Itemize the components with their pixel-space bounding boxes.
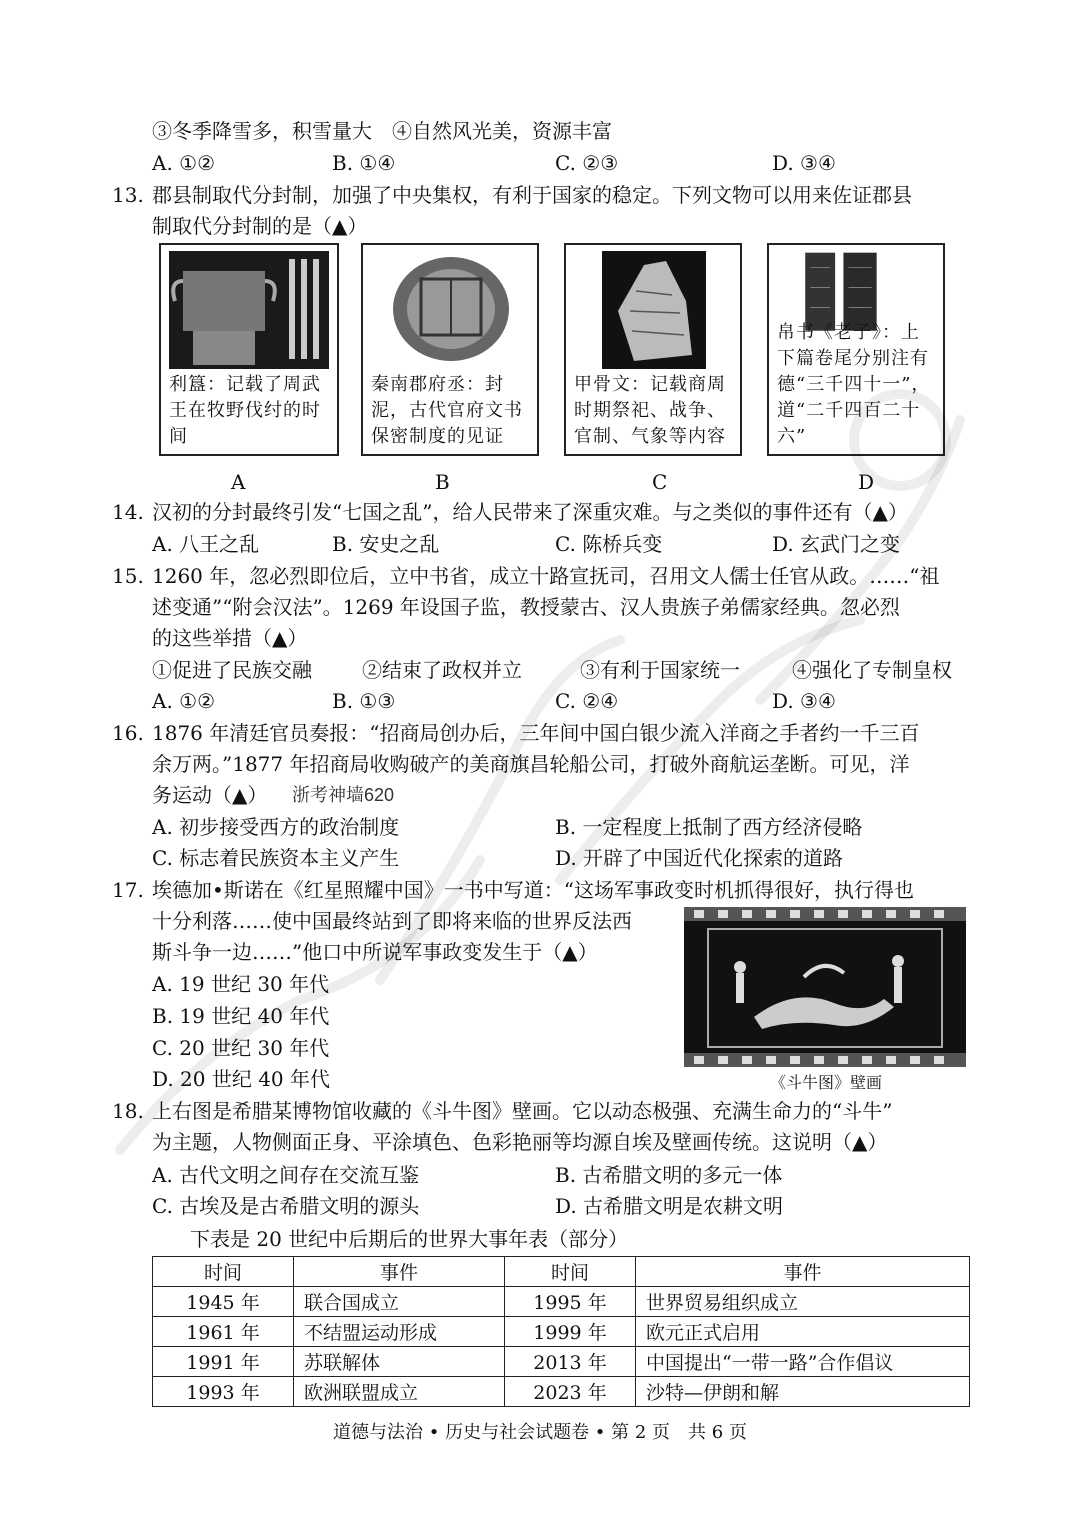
option-d: D. 古希腊文明是农耕文明 [555,1194,784,1218]
artifact-letter: B [435,470,450,494]
option-a: A. 古代文明之间存在交流互鉴 [152,1163,420,1187]
artifact-letter: A [231,470,246,494]
artifact-card-c [564,243,742,456]
year-cell: 1991 年 [153,1347,294,1377]
event-cell: 欧洲联盟成立 [294,1377,505,1407]
question-text: 斯斗争一边……”他口中所说军事政变发生于（▲） [152,940,598,964]
statement-item: ①促进了民族交融 [152,658,312,682]
stamp-text: 浙考神墙620 [292,785,395,805]
statement-item: ②结束了政权并立 [362,658,522,682]
artifact-card-d [767,243,945,456]
question-text: 为主题，人物侧面正身、平涂填色、色彩艳丽等均源自埃及壁画传统。这说明（▲） [152,1130,888,1154]
statement-item: ③有利于国家统一 [580,658,740,682]
event-cell: 沙特—伊朗和解 [636,1377,970,1407]
question-text: 郡县制取代分封制，加强了中央集权，有利于国家的稳定。下列文物可以用来佐证郡县 [152,183,912,207]
table-row [153,1317,970,1347]
year-cell: 1945 年 [153,1287,294,1317]
option-a: A. 初步接受西方的政治制度 [152,815,400,839]
option-b: B. ①④ [332,151,396,175]
artifact-caption: 利簋：记载了周武王在牧野伐纣的时间 [169,374,321,447]
event-cell: 中国提出“一带一路”合作倡议 [636,1347,970,1377]
year-cell: 1993 年 [153,1377,294,1407]
question-text: 十分利落……使中国最终站到了即将来临的世界反法西 [152,909,632,933]
question-number: 18. [112,1099,144,1123]
question-number: 13. [112,183,144,207]
event-cell: 苏联解体 [294,1347,505,1377]
question-text: 上右图是希腊某博物馆收藏的《斗牛图》壁画。它以动态极强、充满生命力的“斗牛” [152,1099,893,1123]
option-a: A. ①② [152,689,216,713]
question-text: 1876 年清廷官员奏报：“招商局创办后，三年间中国白银少流入洋商之手者约一千三百 [152,721,920,745]
option-d: D. 开辟了中国近代化探索的道路 [555,846,844,870]
events-table [152,1256,970,1407]
artifact-caption: 帛书《老子》：上下篇卷尾分别注有德“三千四十一”，道“二千四百二十六” [777,322,931,447]
question-text: 汉初的分封最终引发“七国之乱”，给人民带来了深重灾难。与之类似的事件还有（▲） [152,500,908,524]
oracle-bone-image [574,251,734,369]
header-cell: 时间 [153,1257,294,1287]
option-b: B. ①③ [332,689,396,713]
question-text: 的这些举措（▲） [152,626,308,650]
question-number: 16. [112,721,144,745]
question-text: 制取代分封制的是（▲） [152,214,368,238]
table-row [153,1377,970,1407]
question-text: 1260 年，忽必烈即位后，立中书省，成立十路宣抚司，召用文人儒士任官从政。……“祖 [152,564,940,588]
table-row [153,1287,970,1317]
option-b: B. 古希腊文明的多元一体 [555,1163,783,1187]
event-cell: 不结盟运动形成 [294,1317,505,1347]
option-d: D. 20 世纪 40 年代 [152,1067,331,1091]
option-c: C. ②③ [555,151,619,175]
header-cell: 事件 [294,1257,505,1287]
option-c: C. ②④ [555,689,619,713]
page-footer: 道德与法治 • 历史与社会试题卷 • 第 2 页 共 6 页 [333,1422,747,1443]
event-cell: 联合国成立 [294,1287,505,1317]
option-a: A. 八王之乱 [152,532,260,556]
image-caption: 《斗牛图》壁画 [770,1073,883,1092]
header-cell: 时间 [505,1257,636,1287]
question-number: 14. [112,500,144,524]
option-c: C. 陈桥兵变 [555,532,663,556]
artifact-card-b [361,243,539,456]
option-b: B. 一定程度上抵制了西方经济侵略 [555,815,863,839]
year-cell: 2013 年 [505,1347,636,1377]
bronze-vessel-image [169,251,329,369]
option-d: D. 玄武门之变 [772,532,901,556]
artifact-caption: 秦南郡府丞：封泥，古代官府文书保密制度的见证 [371,374,523,447]
year-cell: 2023 年 [505,1377,636,1407]
option-c: C. 标志着民族资本主义产生 [152,846,400,870]
question-text: 埃德加•斯诺在《红星照耀中国》一书中写道：“这场军事政变时机抓得很好，执行得也 [152,878,915,902]
question-text: 余万两。”1877 年招商局收购破产的美商旗昌轮船公司，打破外商航运垄断。可见，洋 [152,752,910,776]
question-number: 15. [112,564,144,588]
question-text: 务运动（▲） [152,783,268,807]
event-cell: 世界贸易组织成立 [636,1287,970,1317]
bull-leaping-fresco-image [684,907,966,1067]
question-number: 17. [112,878,144,902]
clay-seal-image [371,251,531,369]
option-a: A. ①② [152,151,216,175]
option-b: B. 19 世纪 40 年代 [152,1004,330,1028]
option-a: A. 19 世纪 30 年代 [152,972,330,996]
option-d: D. ③④ [772,689,836,713]
header-cell: 事件 [636,1257,970,1287]
artifact-letter: C [652,470,668,494]
table-header-row [153,1257,970,1287]
item-line: ③冬季降雪多，积雪量大 ④自然风光美，资源丰富 [152,119,612,143]
question-text: 述变通”“附会汉法”。1269 年设国子监，教授蒙古、汉人贵族子弟儒家经典。忽必烈 [152,595,900,619]
artifact-letter: D [858,470,875,494]
option-d: D. ③④ [772,151,836,175]
option-c: C. 20 世纪 30 年代 [152,1036,330,1060]
table-intro: 下表是 20 世纪中后期后的世界大事年表（部分） [190,1227,629,1251]
statement-item: ④强化了专制皇权 [792,658,952,682]
year-cell: 1995 年 [505,1287,636,1317]
option-b: B. 安史之乱 [332,532,440,556]
event-cell: 欧元正式启用 [636,1317,970,1347]
year-cell: 1961 年 [153,1317,294,1347]
year-cell: 1999 年 [505,1317,636,1347]
table-row [153,1347,970,1377]
artifact-caption: 甲骨文：记载商周时期祭祀、战争、官制、气象等内容 [574,374,726,447]
artifact-card-a [159,243,339,456]
option-c: C. 古埃及是古希腊文明的源头 [152,1194,420,1218]
